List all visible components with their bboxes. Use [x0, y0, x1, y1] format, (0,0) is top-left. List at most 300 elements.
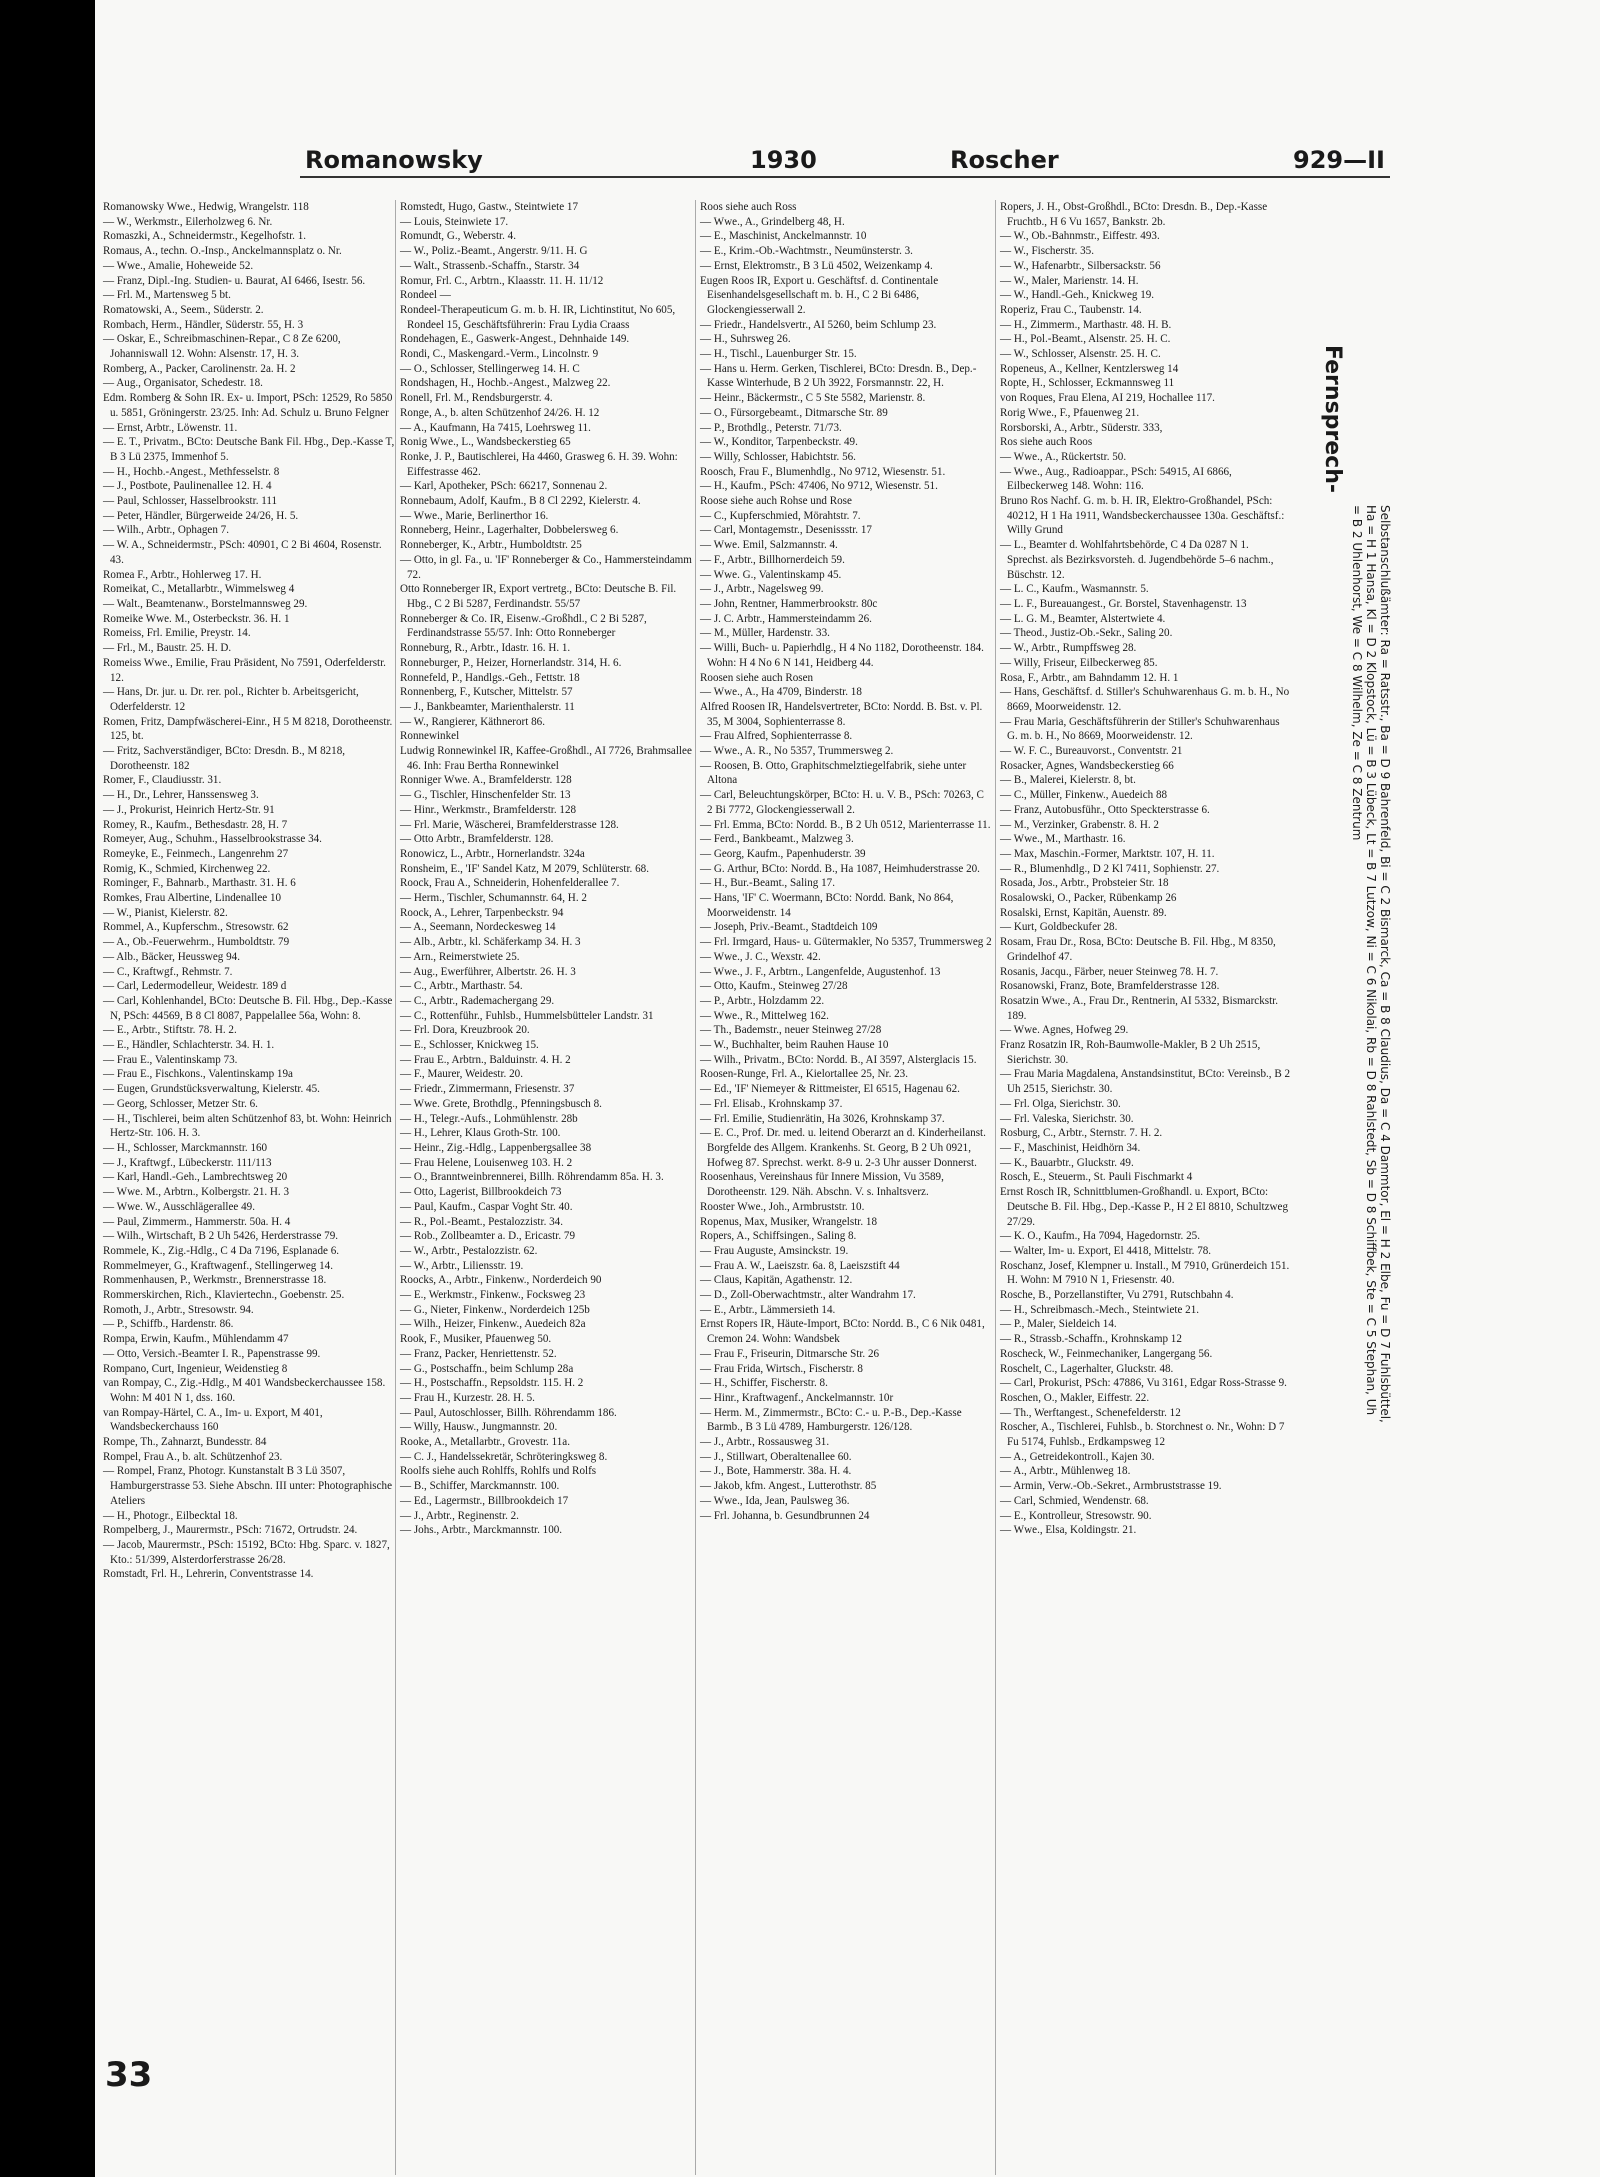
directory-entry: — Franz, Packer, Henriettenstr. 52. — [400, 1347, 557, 1360]
directory-entry: Romur, Frl. C., Arbtrn., Klaasstr. 11. H. 11/12 — [400, 274, 604, 287]
directory-entry: Roperiz, Frau C., Taubenstr. 14. — [1000, 303, 1142, 316]
directory-entry: — J., Stillwart, Oberaltenallee 60. — [700, 1450, 852, 1463]
directory-entry: — Frl. Irmgard, Haus- u. Gütermakler, No 5357, Trummersweg 2 — [700, 936, 992, 949]
scan-black-edge — [0, 0, 95, 2177]
directory-entry: — C., Rottenführ., Fuhlsb., Hummelsbütteler Landstr. 31 — [400, 1009, 654, 1022]
directory-entry: — Jakob, kfm. Angest., Lutterothstr. 85 — [700, 1480, 877, 1493]
directory-entry: — W. A., Schneidermstr., PSch: 40901, C 2 Bi 4604, Rosenstr. 43. — [103, 539, 382, 566]
directory-entry: Ronneberger & Co. IR, Eisenw.-Großhdl., C 2 Bi 5287, Ferdinandstrasse 55/57. Inh: Otto Ronneberger — [400, 612, 647, 640]
directory-entry: Romig, K., Schmied, Kirchenweg 22. — [103, 862, 271, 875]
directory-entry: — C., Kraftwgf., Rehmstr. 7. — [103, 965, 233, 978]
directory-entry: — J. C. Arbtr., Hammersteindamm 26. — [700, 612, 872, 625]
directory-entry: — Theod., Justiz-Ob.-Sekr., Saling 20. — [1000, 627, 1173, 640]
directory-entry: — Wwe. W., Ausschlägerallee 49. — [103, 1200, 255, 1213]
sidebar-heading: Fernsprech- — [1320, 345, 1345, 494]
directory-entry: — H., Tischlerei, beim alten Schützenhof 83, bt. Wohn: Heinrich Hertz-Str. 106. H. 3. — [103, 1112, 392, 1140]
directory-entry: Romer, F., Claudiusstr. 31. — [103, 774, 222, 787]
directory-entry: — Hans u. Herm. Gerken, Tischlerei, BCto: Dresdn. B., Dep.-Kasse Winterhude, B 2 Uh 3922, Forsmannstr. 22, H. — [700, 362, 977, 390]
directory-entry: — P., Schiffb., Hardenstr. 86. — [103, 1318, 234, 1331]
directory-entry: — H., Schlosser, Marckmannstr. 160 — [103, 1142, 268, 1154]
directory-entry: Edm. Romberg & Sohn IR. Ex- u. Import, PSch: 12529, Ro 5850 u. 5851, Gröningerstr. 23/25. Inh: Ad. Schulz u. Bruno Felgner — [103, 392, 393, 419]
directory-entry: — Walter, Im- u. Export, El 4418, Mittelstr. 78. — [1000, 1244, 1212, 1257]
directory-entry: Romeikat, C., Metallarbtr., Wimmelsweg 4 — [103, 583, 295, 596]
directory-entry: — Willy, Schlosser, Habichtstr. 56. — [700, 450, 856, 463]
directory-entry: — Frau Maria Magdalena, Anstandsinstitut, BCto: Vereinsb., B 2 Uh 2515, Sierichstr. 30. — [1000, 1068, 1291, 1096]
directory-entry: Roscher, A., Tischlerei, Fuhlsb., b. Storchnest o. Nr., Wohn: D 7 Fu 5174, Fuhlsb., Erdkampsweg 12 — [1000, 1421, 1285, 1449]
directory-entry: — Georg, Schlosser, Metzer Str. 6. — [103, 1097, 258, 1110]
directory-entry: Romkes, Frau Albertine, Lindenallee 10 — [103, 892, 282, 905]
directory-entry: — Willy, Friseur, Eilbeckerweg 85. — [1000, 656, 1158, 669]
directory-entry: — Paul, Schlosser, Hasselbrookstr. 111 — [103, 495, 278, 508]
directory-entry: Ronsheim, E., 'IF' Sandel Katz, M 2079, Schlüterstr. 68. — [400, 862, 649, 875]
directory-entry: Rook, F., Musiker, Pfauenweg 50. — [400, 1333, 552, 1346]
directory-entry: — R., Strassb.-Schaffn., Krohnskamp 12 — [1000, 1333, 1182, 1346]
directory-entry: Roock, Frau A., Schneiderin, Hohenfelderallee 7. — [400, 877, 620, 890]
directory-entry: — Aug., Organisator, Schedestr. 18. — [103, 377, 263, 390]
directory-entry: — Frau Auguste, Amsinckstr. 19. — [700, 1244, 849, 1257]
directory-entry: Roschanz, Josef, Klempner u. Install., M 7910, Grünerdeich 151. H. Wohn: M 7910 N 1, Friesenstr. 40. — [1000, 1259, 1290, 1287]
directory-entry: — Claus, Kapitän, Agathenstr. 12. — [700, 1274, 853, 1287]
directory-entry: — Rompel, Franz, Photogr. Kunstanstalt B 3 Lü 3507, Hamburgerstrasse 53. Siehe Abschn. III unter: Photographische Ateliers — [103, 1465, 393, 1507]
directory-entry: — Wwe., Amalie, Hoheweide 52. — [103, 259, 254, 272]
directory-entry: Rondshagen, H., Hochb.-Angest., Malzweg 22. — [400, 377, 611, 390]
directory-entry: — Alb., Bäcker, Heussweg 94. — [103, 950, 240, 963]
directory-entry: Rosalski, Ernst, Kapitän, Auenstr. 89. — [1000, 906, 1167, 919]
directory-entry: Roscheck, W., Feinmechaniker, Langergang 56. — [1000, 1347, 1213, 1360]
directory-entry: Rondeel-Therapeuticum G. m. b. H. IR, Lichtinstitut, No 605, Rondeel 15, Geschäftsführerin: Frau Lydia Craass — [400, 303, 676, 331]
directory-entry: Ronneberger, K., Arbtr., Humboldtstr. 25 — [400, 539, 582, 552]
directory-entry: Romey, R., Kaufm., Bethesdastr. 28, H. 7 — [103, 818, 288, 831]
directory-entry: — Georg, Kaufm., Papenhuderstr. 39 — [700, 847, 866, 860]
directory-entry: — Roosen, B. Otto, Graphitschmelztiegelfabrik, siehe unter Altona — [700, 759, 967, 787]
directory-entry: — W., Rangierer, Käthnerort 86. — [400, 715, 545, 728]
directory-entry: — A., Ob.-Feuerwehrm., Humboldtstr. 79 — [103, 936, 290, 949]
directory-entry: Ropte, H., Schlosser, Eckmannsweg 11 — [1000, 377, 1175, 390]
directory-entry: Otto Ronneberger IR, Export vertretg., BCto: Deutsche B. Fil. Hbg., C 2 Bi 5287, Ferdinandstr. 55/57 — [400, 583, 677, 610]
directory-entry: — Wwe., Ida, Jean, Paulsweg 36. — [700, 1494, 850, 1507]
directory-entry: — W., Ob.-Bahnmstr., Eiffestr. 493. — [1000, 230, 1160, 243]
directory-entry: — Herm. M., Zimmermstr., BCto: C.- u. P.-B., Dep.-Kasse Barmb., B 3 Lü 4789, Hamburgerstr. 126/128. — [700, 1406, 962, 1434]
column-4 — [995, 200, 1292, 2175]
directory-entry: — Willy, Hausw., Jungmannstr. 20. — [400, 1421, 558, 1434]
directory-entry: — Frau E., Fischkons., Valentinskamp 19a — [103, 1068, 293, 1081]
directory-entry: — Arn., Reimerstwiete 25. — [400, 950, 520, 963]
directory-entry: — Wwe., A. R., No 5357, Trummersweg 2. — [700, 745, 894, 758]
directory-entry: — F., Maschinist, Heidhörn 34. — [1000, 1142, 1141, 1154]
directory-entry: Rooke, A., Metallarbtr., Grovestr. 11a. — [400, 1436, 570, 1449]
column-3 — [695, 200, 992, 2175]
directory-entry: Rommelmeyer, G., Kraftwagenf., Stellingerweg 14. — [103, 1259, 333, 1272]
directory-entry: — W., Schlosser, Alsenstr. 25. H. C. — [1000, 348, 1161, 361]
directory-entry: Rommenhausen, P., Werkmstr., Brennerstrasse 18. — [103, 1274, 327, 1287]
directory-entry: — Carl, Ledermodelleur, Weidestr. 189 d — [103, 980, 287, 993]
directory-entry: — E., Schlosser, Knickweg 15. — [400, 1039, 539, 1052]
directory-entry: — Wwe., Aug., Radioappar., PSch: 54915, AI 6866, Eilbeckerweg 148. Wohn: 116. — [1000, 465, 1232, 493]
directory-entry: Ropers, A., Schiffsingen., Saling 8. — [700, 1230, 857, 1243]
directory-entry: — Carl, Kohlenhandel, BCto: Deutsche B. Fil. Hbg., Dep.-Kasse N, PSch: 44569, B 8 Cl 8087, Pappelallee 56a, Wohn: 8. — [103, 994, 393, 1022]
directory-entry: — W., Fischerstr. 35. — [1000, 245, 1094, 258]
directory-entry: Ropers, J. H., Obst-Großhdl., BCto: Dresdn. B., Dep.-Kasse Fruchtb., H 6 Vu 1657, Bankstr. 2b. — [1000, 201, 1268, 228]
directory-entry: — P., Brothdlg., Peterstr. 71/73. — [700, 421, 842, 434]
directory-entry: — M., Verzinker, Grabenstr. 8. H. 2 — [1000, 818, 1159, 831]
directory-entry: Bruno Ros Nachf. G. m. b. H. IR, Elektro-Großhandel, PSch: 40212, H 1 Ha 1911, Wandsbeckerchaussee 130a. Geschäftsf.: Willy Grund — [1000, 495, 1285, 537]
directory-entry: — Karl, Handl.-Geh., Lambrechtsweg 20 — [103, 1171, 288, 1184]
directory-entry: Rorsborski, A., Arbtr., Süderstr. 333, — [1000, 421, 1163, 434]
directory-entry: — Louis, Steinwiete 17. — [400, 215, 509, 228]
directory-entry: — C., Arbtr., Marthastr. 54. — [400, 980, 523, 993]
directory-entry: — John, Rentner, Hammerbrookstr. 80c — [700, 597, 878, 610]
directory-entry: — Heinr., Zig.-Hdlg., Lappenbergsallee 38 — [400, 1142, 592, 1154]
directory-entry: Ludwig Ronnewinkel IR, Kaffee-Großhdl., AI 7726, Brahmsallee 46. Inh: Frau Bertha Ronnewinkel — [400, 745, 692, 772]
directory-entry: Rompelberg, J., Maurermstr., PSch: 71672, Ortrudstr. 24. — [103, 1524, 358, 1537]
directory-entry: — B., Malerei, Kielerstr. 8, bt. — [1000, 774, 1136, 787]
directory-entry: — H., Telegr.-Aufs., Lohmühlenstr. 28b — [400, 1112, 578, 1125]
directory-entry: — Ernst, Arbtr., Löwenstr. 11. — [103, 421, 238, 434]
directory-entry: Rooster Wwe., Joh., Armbruststr. 10. — [700, 1200, 865, 1213]
directory-entry: — H., Lehrer, Klaus Groth-Str. 100. — [400, 1127, 561, 1140]
directory-entry: Ronke, J. P., Bautischlerei, Ha 4460, Grasweg 6. H. 39. Wohn: Eiffestrasse 462. — [400, 450, 678, 478]
directory-entry: Ronnefeld, P., Handlgs.-Geh., Fettstr. 18 — [400, 671, 580, 684]
directory-entry: — O., Schlosser, Stellingerweg 14. H. C — [400, 362, 580, 375]
directory-entry: — Heinr., Bäckermstr., C 5 Ste 5582, Marienstr. 8. — [700, 392, 926, 405]
directory-entry: — C. J., Handelssekretär, Schröteringksweg 8. — [400, 1450, 608, 1463]
directory-entry: — G., Postschaffn., beim Schlump 28a — [400, 1362, 574, 1375]
directory-entry: — M., Müller, Hardenstr. 33. — [700, 627, 830, 640]
directory-entry: — Paul, Autoschlosser, Billh. Röhrendamm 186. — [400, 1406, 617, 1419]
directory-entry: — Wilh., Wirtschaft, B 2 Uh 5426, Herderstrasse 79. — [103, 1230, 339, 1243]
directory-entry: — H., Pol.-Beamt., Alsenstr. 25. H. C. — [1000, 333, 1171, 346]
directory-entry: — Hinr., Werkmstr., Bramfelderstr. 128 — [400, 803, 577, 816]
directory-entry: — Frau Frida, Wirtsch., Fischerstr. 8 — [700, 1362, 863, 1375]
directory-entry: Ronneburg, R., Arbtr., Idastr. 16. H. 1. — [400, 642, 571, 655]
directory-entry: — Otto, Lagerist, Billbrookdeich 73 — [400, 1186, 562, 1199]
directory-entry: — Frl. Johanna, b. Gesundbrunnen 24 — [700, 1509, 870, 1522]
directory-entry: Rosanis, Jacqu., Färber, neuer Steinweg 78. H. 7. — [1000, 965, 1219, 978]
directory-entry: Rombach, Herm., Händler, Süderstr. 55, H. 3 — [103, 318, 304, 331]
directory-entry: — Frl. Olga, Sierichstr. 30. — [1000, 1097, 1121, 1110]
directory-entry: — H., Schiffer, Fischerstr. 8. — [700, 1377, 828, 1390]
directory-entry: — H., Photogr., Eilbecktal 18. — [103, 1509, 238, 1522]
directory-entry: — Frau A. W., Laeiszstr. 6a. 8, Laeiszstift 44 — [700, 1259, 900, 1272]
directory-entry: — Frau E., Arbtrn., Balduinstr. 4. H. 2 — [400, 1053, 571, 1066]
directory-entry: — R., Blumenhdlg., D 2 Kl 7411, Sophienstr. 27. — [1000, 862, 1220, 875]
directory-entry: Ros siehe auch Roos — [1000, 436, 1093, 449]
directory-entry: — Max, Maschin.-Former, Marktstr. 107, H. 11. — [1000, 847, 1215, 860]
directory-entry: — Frau Alfred, Sophienterrasse 8. — [700, 730, 853, 743]
directory-entry: Ronniger Wwe. A., Bramfelderstr. 128 — [400, 774, 572, 787]
directory-entry: Ronell, Frl. M., Rendsburgerstr. 4. — [400, 392, 553, 405]
directory-entry: Rosada, Jos., Arbtr., Probsteier Str. 18 — [1000, 877, 1169, 890]
directory-entry: — G., Nieter, Finkenw., Norderdeich 125b — [400, 1303, 590, 1316]
directory-entry: Romeiss, Frl. Emilie, Preystr. 14. — [103, 627, 251, 640]
directory-entry: — F., Arbtr., Billhornerdeich 59. — [700, 553, 845, 566]
directory-entry: — B., Schiffer, Marckmannstr. 100. — [400, 1480, 560, 1493]
directory-entry: — Wwe., J. C., Wexstr. 42. — [700, 950, 821, 963]
directory-entry: — Jacob, Maurermstr., PSch: 15192, BCto: Hbg. Sparc. v. 1827, Kto.: 51/399, Alsterdorferstrasse 26/28. — [103, 1538, 390, 1566]
directory-entry: — Frl. Valeska, Sierichstr. 30. — [1000, 1112, 1134, 1125]
directory-entry: — Hans, Geschäftsf. d. Stiller's Schuhwarenhaus G. m. b. H., No 8669, Moorweidenstr. 12. — [1000, 686, 1290, 713]
directory-entry: — Wwe. G., Valentinskamp 45. — [700, 568, 842, 581]
directory-entry: — C., Arbtr., Rademachergang 29. — [400, 994, 555, 1007]
directory-entry: — P., Arbtr., Holzdamm 22. — [700, 994, 825, 1007]
directory-entry: — Otto, in gl. Fa., u. 'IF' Ronneberger & Co., Hammersteindamm 72. — [400, 553, 692, 581]
directory-entry: — Oskar, E., Schreibmaschinen-Repar., C 8 Ze 6200, Johanniswall 12. Wohn: Alsenstr. 17, H. 3. — [103, 333, 341, 361]
header-first-name: Romanowsky — [305, 146, 483, 174]
directory-entry: Romeyer, Aug., Schuhm., Hasselbrookstrasse 34. — [103, 833, 322, 846]
directory-entry: Romea F., Arbtr., Hohlerweg 17. H. — [103, 568, 262, 581]
directory-entry: — D., Zoll-Oberwachtmstr., alter Wandrahm 17. — [700, 1289, 916, 1302]
directory-entry: — H., Hochb.-Angest., Methfesselstr. 8 — [103, 465, 280, 478]
directory-entry: — Th., Bademstr., neuer Steinweg 27/28 — [700, 1024, 882, 1037]
directory-entry: — Carl, Montagemstr., Desenissstr. 17 — [700, 524, 872, 537]
telephone-exchange-legend — [1320, 325, 1392, 1425]
directory-entry: — Otto, Versich.-Beamter I. R., Papenstrasse 99. — [103, 1347, 321, 1360]
directory-entry: — G. Arthur, BCto: Nordd. B., Ha 1087, Heimhuderstrasse 20. — [700, 862, 980, 875]
directory-entry: Roocks, A., Arbtr., Finkenw., Norderdeich 90 — [400, 1274, 602, 1287]
directory-entry: — E., Arbtr., Stiftstr. 78. H. 2. — [103, 1024, 237, 1037]
directory-entry: — J., Arbtr., Nagelsweg 99. — [700, 583, 824, 596]
directory-entry: Rosburg, C., Arbtr., Sternstr. 7. H. 2. — [1000, 1127, 1163, 1140]
directory-entry: — Alb., Arbtr., kl. Schäferkamp 34. H. 3 — [400, 936, 581, 949]
directory-entry: Roosen-Runge, Frl. A., Kielortallee 25, Nr. 23. — [700, 1068, 908, 1081]
directory-entry: — Joseph, Priv.-Beamt., Stadtdeich 109 — [700, 921, 878, 934]
directory-entry: — E., Händler, Schlachterstr. 34. H. 1. — [103, 1039, 275, 1052]
directory-entry: — Aug., Ewerführer, Albertstr. 26. H. 3 — [400, 965, 576, 978]
directory-entry: — E., Werkmstr., Finkenw., Focksweg 23 — [400, 1289, 586, 1302]
directory-entry: von Roques, Frau Elena, AI 219, Hochallee 117. — [1000, 392, 1215, 405]
directory-entry: Rorig Wwe., F., Pfauenweg 21. — [1000, 406, 1140, 419]
directory-entry: — Wilh., Privatm., BCto: Nordd. B., AI 3597, Alsterglacis 15. — [700, 1053, 977, 1066]
directory-entry: — W. F. C., Bureauvorst., Conventstr. 21 — [1000, 745, 1183, 758]
header-year: 1930 — [750, 146, 817, 174]
directory-entry: — E., Krim.-Ob.-Wachtmstr., Neumünsterstr. 3. — [700, 245, 913, 258]
directory-entry: — Wwe., Elsa, Koldingstr. 21. — [1000, 1524, 1137, 1537]
directory-entry: Rominger, F., Bahnarb., Marthastr. 31. H. 6 — [103, 877, 296, 890]
directory-entry: — W., Hafenarbtr., Silbersackstr. 56 — [1000, 259, 1161, 272]
directory-entry: — L. F., Bureauangest., Gr. Borstel, Stavenhagenstr. 13 — [1000, 597, 1247, 610]
directory-entry: — H., Schreibmasch.-Mech., Steintwiete 21. — [1000, 1303, 1200, 1316]
directory-entry: — Herm., Tischler, Schumannstr. 64, H. 2 — [400, 892, 587, 905]
directory-entry: Romoth, J., Arbtr., Stresowstr. 94. — [103, 1303, 254, 1316]
directory-entry: Rosa, F., Arbtr., am Bahndamm 12. H. 1 — [1000, 671, 1179, 684]
directory-entry: Rondi, C., Maskengard.-Verm., Lincolnstr. 9 — [400, 348, 599, 361]
directory-entry: — Th., Werftangest., Schenefelderstr. 12 — [1000, 1406, 1181, 1419]
directory-entry: — C., Müller, Finkenw., Auedeich 88 — [1000, 789, 1168, 802]
directory-entry: — Wwe., A., Grindelberg 48, H. — [700, 215, 845, 228]
directory-entry: — W., Arbtr., Rumpffsweg 28. — [1000, 642, 1137, 655]
directory-entry: Ronneberg, Heinr., Lagerhalter, Dobbelersweg 6. — [400, 524, 619, 537]
directory-entry: — W., Pianist, Kielerstr. 82. — [103, 906, 228, 919]
directory-entry: Rosalowski, O., Packer, Rübenkamp 26 — [1000, 892, 1177, 905]
directory-entry: — Ferd., Bankbeamt., Malzweg 3. — [700, 833, 854, 846]
directory-entry: — H., Postschaffn., Repsoldstr. 115. H. 2 — [400, 1377, 584, 1390]
directory-entry: — O., Branntweinbrennerei, Billh. Röhrendamm 85a. H. 3. — [400, 1171, 664, 1184]
directory-entry: — J., Prokurist, Heinrich Hertz-Str. 91 — [103, 803, 275, 816]
directory-entry: — Fritz, Sachverständiger, BCto: Dresdn. B., M 8218, Dorotheenstr. 182 — [103, 745, 346, 772]
directory-entry: Romaus, A., techn. O.-Insp., Anckelmannsplatz o. Nr. — [103, 245, 342, 258]
directory-entry: — E. T., Privatm., BCto: Deutsche Bank Fil. Hbg., Dep.-Kasse T, B 3 Lü 2375, Immenhof 5. — [103, 436, 395, 463]
directory-entry: — Eugen, Grundstücksverwaltung, Kielerstr. 45. — [103, 1083, 320, 1096]
directory-entry: Ronig Wwe., L., Wandsbeckerstieg 65 — [400, 436, 571, 449]
directory-entry: — O., Fürsorgebeamt., Ditmarsche Str. 89 — [700, 406, 888, 419]
directory-entry: Rompa, Erwin, Kaufm., Mühlendamm 47 — [103, 1333, 289, 1346]
directory-entry: — P., Maler, Sieldeich 14. — [1000, 1318, 1117, 1331]
directory-entry: — Carl, Beleuchtungskörper, BCto: H. u. V. B., PSch: 70263, C 2 Bi 7772, Glockengiesserwall 2. — [700, 789, 984, 816]
directory-entry: — H., Tischl., Lauenburger Str. 15. — [700, 348, 857, 361]
directory-entry: — L. G. M., Beamter, Alstertwiete 4. — [1000, 612, 1166, 625]
directory-entry: — Wwe., Marie, Berlinerthor 16. — [400, 509, 549, 522]
directory-entry: Roosenhaus, Vereinshaus für Innere Mission, Vu 3589, Dorotheenstr. 129. Näh. Abschn. V. s. Inhaltsverz. — [700, 1171, 944, 1199]
directory-entry: — Ed., 'IF' Niemeyer & Rittmeister, El 6515, Hagenau 62. — [700, 1083, 960, 1096]
directory-entry: Ronge, A., b. alten Schützenhof 24/26. H. 12 — [400, 406, 600, 419]
directory-entry: — E., Arbtr., Lämmersieth 14. — [700, 1303, 836, 1316]
directory-entry: — J., Bankbeamter, Marienthalerstr. 11 — [400, 700, 575, 713]
directory-entry: — Ernst, Elektromstr., B 3 Lü 4502, Weizenkamp 4. — [700, 259, 933, 272]
directory-entry: — W., Konditor, Tarpenbeckstr. 49. — [700, 436, 858, 449]
directory-entry: Roosch, Frau F., Blumenhdlg., No 9712, Wiesenstr. 51. — [700, 465, 946, 478]
directory-entry: Rosch, E., Steuerm., St. Pauli Fischmarkt 4 — [1000, 1171, 1193, 1184]
directory-entry: — Paul, Kaufm., Caspar Voght Str. 40. — [400, 1200, 573, 1213]
directory-entry: Ernst Ropers IR, Häute-Import, BCto: Nordd. B., C 6 Nik 0481, Cremon 24. Wohn: Wandsbek — [700, 1318, 985, 1346]
directory-entry: — W., Buchhalter, beim Rauhen Hause 10 — [700, 1039, 889, 1052]
directory-entry: — Wwe., R., Mittelweg 162. — [700, 1009, 829, 1022]
directory-entry: Rommele, K., Zig.-Hdlg., C 4 Da 7196, Esplanade 6. — [103, 1244, 340, 1257]
directory-entry: — K., Bauarbtr., Gluckstr. 49. — [1000, 1156, 1134, 1169]
directory-entry: — Friedr., Zimmermann, Friesenstr. 37 — [400, 1083, 575, 1096]
directory-entry: — K. O., Kaufm., Ha 7094, Hagedornstr. 25. — [1000, 1230, 1200, 1243]
directory-entry: — Frau Maria, Geschäftsführerin der Stiller's Schuhwarenhaus G. m. b. H., No 8669, Moorweidenstr. 12. — [1000, 715, 1280, 743]
directory-entry: — H., Kaufm., PSch: 47406, No 9712, Wiesenstr. 51. — [700, 480, 938, 493]
directory-entry: — Wwe., A., Rückertstr. 50. — [1000, 450, 1127, 463]
directory-entry: — Hans, Dr. jur. u. Dr. rer. pol., Richter b. Arbeitsgericht, Oderfelderstr. 12 — [103, 686, 359, 713]
directory-entry: Ropeneus, A., Kellner, Kentzlersweg 14 — [1000, 362, 1179, 375]
directory-entry: Rosche, B., Porzellanstifter, Vu 2791, Rutschbahn 4. — [1000, 1289, 1234, 1302]
directory-entry: — J., Bote, Hammerstr. 38a. H. 4. — [700, 1465, 852, 1478]
directory-entry: — Franz, Autobusführ., Otto Speckterstrasse 6. — [1000, 803, 1210, 816]
directory-entry: Roschelt, C., Lagerhalter, Gluckstr. 48. — [1000, 1362, 1174, 1375]
directory-entry: — L., Beamter d. Wohlfahrtsbehörde, C 4 Da 0287 N 1. Sprechst. als Bezirksvorsteh. d. Jugendbehörde 5–6 nachm., Büschstr. 12. — [1000, 539, 1274, 581]
directory-entry: Ronnewinkel — [400, 730, 460, 743]
sidebar-exchange-key: Selbstanschlußämter: Ra = Ratsstr., Ba = D 9 Bahrenfeld, Bi = C 2 Bismarck, Ca = B 8 Claudius, Da = C 4 Dammtor, El = H 2 Elbe, Fu = D 7 Fuhlsbüttel, Ha = H 1 Hansa, Kl = D 2 Klopstock, Lü = B 3 Lübeck, Lt = B 7 Lutzow, Ni = C 6 Nikolai, Rb = D 8 Rahlstedt, Sb = D 8 Schiffbek, Ste = C 5 Stephan, Uh = B 2 Uhlenhorst, We = C 8 Wilhelm, Ze = C 8 Zentrum — [1350, 505, 1392, 1423]
directory-entry: — A., Kaufmann, Ha 7415, Loehrsweg 11. — [400, 421, 591, 434]
directory-entry: — Peter, Händler, Bürgerweide 24/26, H. 5. — [103, 509, 299, 522]
directory-entry: van Rompay, C., Zig.-Hdlg., M 401 Wandsbeckerchaussee 158. Wohn: M 401 N 1, dss. 160. — [103, 1377, 386, 1404]
page-header — [300, 146, 1390, 178]
directory-entry: Rompano, Curt, Ingenieur, Weidenstieg 8 — [103, 1362, 288, 1375]
directory-entry: Roosen siehe auch Rosen — [700, 671, 814, 684]
directory-entry: — W., Arbtr., Liliensstr. 19. — [400, 1259, 524, 1272]
directory-entry: — Frl. Marie, Wäscherei, Bramfelderstrasse 128. — [400, 818, 619, 831]
directory-entry: — A., Arbtr., Mühlenweg 18. — [1000, 1465, 1131, 1478]
directory-entry: van Rompay-Härtel, C. A., Im- u. Export, M 401, Wandsbeckerchauss 160 — [103, 1406, 323, 1434]
directory-entry: Romaszki, A., Schneidermstr., Kegelhofstr. 1. — [103, 230, 307, 243]
directory-entry: Romanowsky Wwe., Hedwig, Wrangelstr. 118 — [103, 201, 309, 213]
column-2 — [395, 200, 692, 2175]
directory-entry: — Rob., Zollbeamter a. D., Ericastr. 79 — [400, 1230, 575, 1243]
directory-entry: — Wilh., Heizer, Finkenw., Auedeich 82a — [400, 1318, 586, 1331]
directory-entry: — Frl. Dora, Kreuzbrook 20. — [400, 1024, 530, 1037]
directory-entry: — Franz, Dipl.-Ing. Studien- u. Baurat, AI 6466, Isestr. 56. — [103, 274, 366, 287]
directory-entry: — Wwe. Grete, Brothdlg., Pfenningsbusch 8. — [400, 1097, 602, 1110]
directory-entry: — Frau H., Kurzestr. 28. H. 5. — [400, 1391, 535, 1404]
directory-entry: Rosam, Frau Dr., Rosa, BCto: Deutsche B. Fil. Hbg., M 8350, Grindelhof 47. — [1000, 936, 1276, 963]
directory-entry: Romstadt, Frl. H., Lehrerin, Conventstrasse 14. — [103, 1568, 314, 1581]
directory-entry: — G., Tischler, Hinschenfelder Str. 13 — [400, 789, 571, 802]
directory-entry: — H., Bur.-Beamt., Saling 17. — [700, 877, 835, 890]
directory-entry: — J., Postbote, Paulinenallee 12. H. 4 — [103, 480, 272, 493]
directory-entry: — L. C., Kaufm., Wasmannstr. 5. — [1000, 583, 1149, 596]
directory-entry: Rosatzin Wwe., A., Frau Dr., Rentnerin, AI 5332, Bismarckstr. 189. — [1000, 994, 1279, 1022]
directory-entry: — Frau F., Friseurin, Ditmarsche Str. 26 — [700, 1347, 880, 1360]
directory-entry: — Otto, Kaufm., Steinweg 27/28 — [700, 980, 848, 993]
directory-entry: — Wwe., M., Marthastr. 16. — [1000, 833, 1126, 846]
directory-entry: — Willi, Buch- u. Papierhdlg., H 4 No 1182, Dorotheenstr. 184. Wohn: H 4 No 6 N 141, Heidberg 44. — [700, 642, 984, 669]
header-last-name: Roscher — [950, 146, 1059, 174]
directory-entry: Romeike Wwe. M., Osterbeckstr. 36. H. 1 — [103, 612, 290, 625]
directory-entry: — W., Poliz.-Beamt., Angerstr. 9/11. H. G — [400, 245, 588, 258]
directory-entry: — Karl, Apotheker, PSch: 66217, Sonnenau 2. — [400, 480, 608, 493]
directory-entry: — Walt., Strassenb.-Schaffn., Starstr. 34 — [400, 259, 580, 272]
directory-entry: — Walt., Beamtenanw., Borstelmannsweg 29. — [103, 597, 308, 610]
directory-entry: — Wwe. Emil, Salzmannstr. 4. — [700, 539, 838, 552]
directory-entry: Rommel, A., Kupferschm., Stresowstr. 62 — [103, 921, 289, 934]
directory-entry: Rondehagen, E., Gaswerk-Angest., Dehnhaide 149. — [400, 333, 630, 346]
directory-entry: — Armin, Verw.-Ob.-Sekret., Armbruststrasse 19. — [1000, 1480, 1222, 1493]
directory-entry: Roschen, O., Makler, Eiffestr. 22. — [1000, 1391, 1150, 1404]
directory-entry: — Paul, Zimmerm., Hammerstr. 50a. H. 4 — [103, 1215, 291, 1228]
directory-entry: Romeiss Wwe., Emilie, Frau Präsident, No 7591, Oderfelderstr. 12. — [103, 656, 386, 684]
directory-entry: — Friedr., Handelsvertr., AI 5260, beim Schlump 23. — [700, 318, 937, 331]
directory-entry: — Carl, Prokurist, PSch: 47886, Vu 3161, Edgar Ross-Strasse 9. — [1000, 1377, 1287, 1390]
directory-entry: — W., Arbtr., Pestalozzistr. 62. — [400, 1244, 538, 1257]
directory-entry: — A., Seemann, Nordeckesweg 14 — [400, 921, 556, 934]
directory-entry: — J., Kraftwgf., Lübeckerstr. 111/113 — [103, 1156, 272, 1169]
directory-entry: Romstedt, Hugo, Gastw., Steintwiete 17 — [400, 201, 578, 213]
directory-entry: — Kurt, Goldbeckufer 28. — [1000, 921, 1118, 934]
directory-entry: — Wwe. Agnes, Hofweg 29. — [1000, 1024, 1129, 1037]
directory-entry: — Frl. Emma, BCto: Nordd. B., B 2 Uh 0512, Marienterrasse 11. — [700, 818, 991, 831]
directory-entry: Roose siehe auch Rohse und Rose — [700, 495, 852, 508]
directory-entry: — Hinr., Kraftwagenf., Anckelmannstr. 10r — [700, 1391, 894, 1404]
directory-entry: — E., Maschinist, Anckelmannstr. 10 — [700, 230, 867, 243]
directory-entry: — E. C., Prof. Dr. med. u. leitend Oberarzt an d. Kinderheilanst. Borgfelde des Allgem. Krankenhs. St. Georg, B 2 Uh 0921, Hofweg 87. Sprechst. werkt. 8-9 u. 2-3 Uhr ausser Donnerst. — [700, 1127, 986, 1169]
directory-entry: Rondeel — — [400, 289, 451, 302]
column-1 — [103, 200, 395, 2175]
directory-entry: — H., Zimmerm., Marthastr. 48. H. B. — [1000, 318, 1172, 331]
directory-entry: — H., Suhrsweg 26. — [700, 333, 791, 346]
directory-entry: Romatowski, A., Seem., Süderstr. 2. — [103, 303, 264, 316]
footer-page-number: 33 — [105, 2055, 153, 2095]
directory-entry: — H., Dr., Lehrer, Hanssensweg 3. — [103, 789, 259, 802]
directory-entry: — W., Handl.-Geh., Knickweg 19. — [1000, 289, 1155, 302]
directory-entry: — Frau E., Valentinskamp 73. — [103, 1053, 238, 1066]
directory-entry: — Wwe., A., Ha 4709, Binderstr. 18 — [700, 686, 862, 699]
directory-entry: Rosacker, Agnes, Wandsbeckerstieg 66 — [1000, 759, 1174, 772]
directory-entry: Ronnebaum, Adolf, Kaufm., B 8 Cl 2292, Kielerstr. 4. — [400, 495, 641, 508]
directory-entry: Rompe, Th., Zahnarzt, Bundesstr. 84 — [103, 1436, 267, 1449]
directory-entry: Franz Rosatzin IR, Roh-Baumwolle-Makler, B 2 Uh 2515, Sierichstr. 30. — [1000, 1039, 1261, 1066]
directory-entry: Romundt, G., Weberstr. 4. — [400, 230, 516, 243]
directory-entry: — Otto Arbtr., Bramfelderstr. 128. — [400, 833, 554, 846]
directory-entry: — F., Maurer, Weidestr. 20. — [400, 1068, 523, 1081]
directory-entry: — W., Maler, Marienstr. 14. H. — [1000, 274, 1139, 287]
header-page-number: 929—II — [1293, 146, 1385, 174]
directory-entry: Ronneburger, P., Heizer, Hornerlandstr. 314, H. 6. — [400, 656, 622, 669]
directory-entry: — A., Getreidekontroll., Kajen 30. — [1000, 1450, 1155, 1463]
directory-entry: Roolfs siehe auch Rohlffs, Rohlfs und Rolfs — [400, 1465, 597, 1478]
directory-entry: Ernst Rosch IR, Schnittblumen-Großhandl. u. Export, BCto: Deutsche B. Fil. Hbg., Dep.-Kasse P., H 2 El 8810, Schultzweg 27/29. — [1000, 1186, 1289, 1228]
directory-entry: Roos siehe auch Ross — [700, 201, 797, 213]
